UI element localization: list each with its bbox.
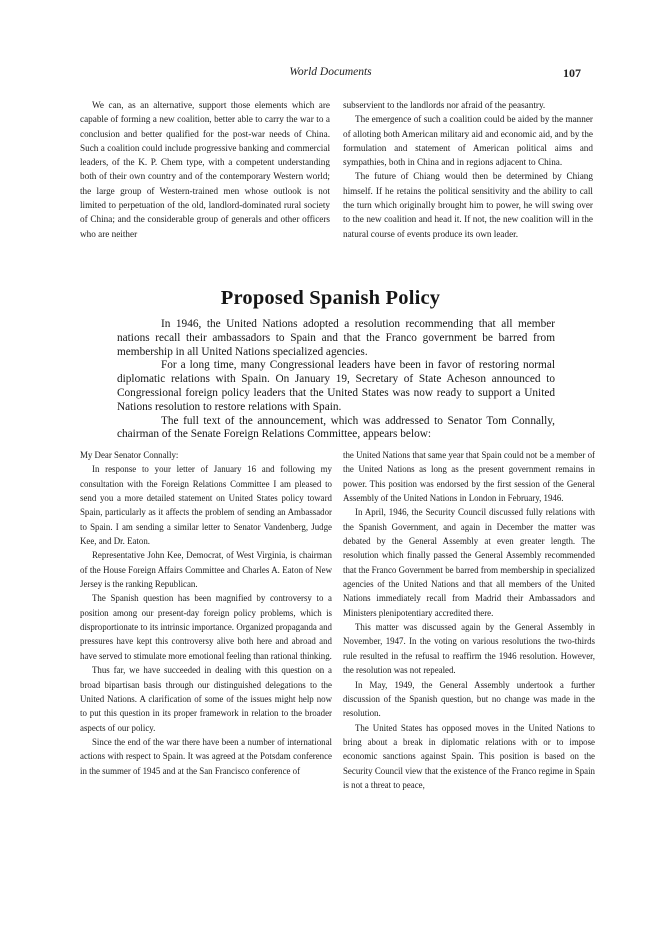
section-title: Proposed Spanish Policy — [220, 287, 441, 309]
paragraph: Thus far, we have succeeded in dealing with this question on a broad bipartisan basis through our distinguished delegations to the United Nations. A clarification of some of the issues might help now to put this question in its proper framework in relation to the broader aspects of our policy. — [80, 665, 332, 733]
paragraph: In May, 1949, the General Assembly undertook a further discussion of the Spanish question, but no change was made in the resolution. — [343, 679, 595, 719]
paragraph: We can, as an alternative, support those elements which are capable of forming a new coalition, better able to carry the war to a conclusion and better qualified for the post-war needs of China. Such a coalition could include progressive banking and commercial leaders, of the K. P. Chem type, with a competent understanding both of their own country and of the contemporary Western world; the large group of Western-trained men whose outlook is not limited to perpetuation of the old, landlord-dominated rural society of China; and the considerable group of generals and other officers who are neither — [80, 100, 330, 239]
top-right-column — [343, 98, 593, 241]
paragraph: The United States has opposed moves in the United Nations to bring about a break in diplomatic relations with or to impose economic sanctions against Spain. This position is based on the Security Council view that the existence of the Franco regime in Spain is not a threat to peace, — [343, 722, 595, 790]
paragraph: In April, 1946, the Security Council discussed fully relations with the Spanish Government, and again in December the matter was debated by the General Assembly at even greater length. The resolution which finally passed the General Assembly recommended that the Franco Government be barred from membership in specialized agencies of the United Nations and that all members of the United Nations immediately recall from Madrid their Ambassadors and Ministers plenipotentiary accredited there. — [343, 507, 595, 618]
paragraph: This matter was discussed again by the General Assembly in November, 1947. In the voting on various resolutions the two-thirds rule resulted in the refusal to reaffirm the 1946 resolution. However, the resolution was not repealed. — [343, 622, 595, 676]
paragraph: Representative John Kee, Democrat, of West Virginia, is chairman of the House Foreign Affairs Committee and Charles A. Eaton of New Jersey is the ranking Republican. — [80, 550, 332, 590]
paragraph: The emergence of such a coalition could be aided by the manner of alloting both American military aid and economic aid, and by the formulation and statement of American political aims and sympathies, both in China and in regions adjacent to China. — [343, 114, 593, 168]
running-head: World Documents — [289, 66, 372, 78]
paragraph: In response to your letter of January 16 and following my consultation with the Foreign Relations Committee I am pleased to send you a more detailed statement on United States policy toward Spain, particularly as it affects the problem of sending an Ambassador to Spain. I am sending a similar letter to Senator Vandenberg, Judge Kee, and Dr. Eaton. — [80, 464, 332, 547]
page-number: 107 — [563, 66, 581, 80]
letter-salutation: My Dear Senator Connally: — [80, 450, 179, 460]
intro-paragraph: In 1946, the United Nations adopted a resolution recommending that all member nations recall their ambassadors to Spain and that the Franco government be barred from membership in all United Nations specialized agencies. — [117, 318, 555, 358]
paragraph: The Spanish question has been magnified by controversy to a position among our present-day foreign policy problems, which is disproportionate to its intrinsic importance. Organized propaganda and pressures have kept this controversy alive both here and abroad and have served to stimulate more emotional feeling than rational thinking. — [80, 593, 332, 661]
intro-paragraph: The full text of the announcement, which was addressed to Senator Tom Connally, chairman of the Senate Foreign Relations Committee, appears below: — [117, 414, 555, 441]
paragraph: subservient to the landlords nor afraid of the peasantry. — [343, 100, 546, 110]
section-intro — [103, 318, 555, 442]
page-header — [0, 66, 661, 82]
intro-paragraph: For a long time, many Congressional leaders have been in favor of restoring normal diplomatic relations with Spain. On January 19, Secretary of State Acheson announced to Congressional foreign policy leaders that the United States was now ready to support a United Nations resolution to restore relations with Spain. — [117, 359, 555, 413]
paragraph: The future of Chiang would then be determined by Chiang himself. If he retains the political sensitivity and the ability to call the turn which originally brought him to power, he will swing over to the new coalition and head it. If not, the new coalition will in the natural course of events produce its own leader. — [343, 171, 593, 239]
top-left-column — [80, 98, 330, 241]
letter-left-column — [80, 448, 332, 778]
paragraph: Since the end of the war there have been a number of international actions with respect to Spain. It was agreed at the Potsdam conference in the summer of 1945 and at the San Francisco conference of — [80, 736, 332, 776]
letter-right-column — [343, 448, 595, 792]
paragraph: the United Nations that same year that Spain could not be a member of the United Nations as long as the present government remains in power. This position was endorsed by the first session of the General Assembly of the United Nations in London in February, 1946. — [343, 450, 595, 504]
